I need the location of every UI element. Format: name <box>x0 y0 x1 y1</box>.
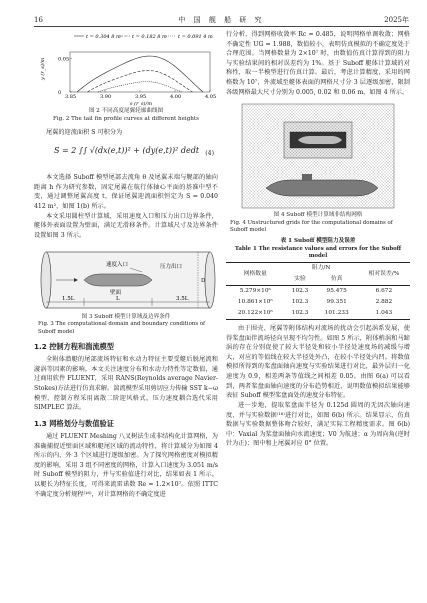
col-header-grid: 网格数量 <box>226 263 285 286</box>
cell-grid: 20.122×10⁶ <box>226 308 285 319</box>
fig3-caption-cn: 图 3 Suboff 模型计算域及边界条件 <box>81 313 171 320</box>
x-axis-label: s (r_s)/m <box>130 101 152 107</box>
plot-frame <box>70 52 210 92</box>
label-inlet: 速度入口 <box>106 261 129 268</box>
x-tick-label: 3.85 <box>65 94 77 100</box>
paragraph: 全附体潜艇的尾部流场特征和水动力特征主要受艇后脱尾流和漩涡等因素的影响。本文关注速度分布和水动力特性等定数值，通过商用软件 FLUENT，采用 RANS(Reynolds average Navier-Stokes)方法进行仿真求解。湍流模型采用剪切应力传输 SST k−ω模型，控制方程采用离散二阶迎风格式，压力速度耦合选代采用 SIMPLEC 算法。 <box>34 356 218 412</box>
x-tick-label: 4.05 <box>205 94 217 100</box>
cell-sim: 95.475 <box>316 286 358 297</box>
table-row <box>226 308 410 319</box>
suboff-model-render <box>266 180 378 196</box>
dim-length: L <box>116 295 120 302</box>
table-row <box>226 286 410 297</box>
x-tick-label: 3.95 <box>135 94 147 100</box>
x-tick-label: 3.90 <box>100 94 112 100</box>
cell-sim: 99.351 <box>326 299 347 306</box>
cell-err: 6.672 <box>358 286 410 297</box>
paragraph: 进一步地，提取桨盘面半径为 0.125d 圆周的无因次轴向速度，并与实验数据⁽¹⁶⁾进行对比，如图 6(b) 所示。结果显示，仿真数据与实验数据整体吻合较好，满足实际工程精度需求。图 6(b) 中：Vaxial 为桨盘面轴向水流速度；V0 为航速；α 为周向角(逆时针为正)；图中和上尾翼对应 0° 位置。 <box>226 401 410 448</box>
running-header <box>34 15 409 27</box>
table-row <box>226 297 410 308</box>
journal-title: 中 国 舰 船 研 究 <box>178 16 265 24</box>
fig2-caption-en: Fig. 2 The tail fin profile curves at different heights <box>52 115 199 122</box>
label-outlet: 压力出口 <box>160 263 183 270</box>
paragraph: 尾翼的迎流面积 S 可积分为 <box>46 128 123 136</box>
unstructured-mesh-image <box>226 100 410 212</box>
paragraph: 行分析，得到网格收敛率 Rc = 0.485，说明网格单调收敛；网格不确定性 UG = 1.988，数值较小，表明仿真模拟的不确定度处于合理范围。当网格数量为 2×10⁷ 时，由数值仿真计算得到的阻力与实验结果间的相对误差约为 1%。基于 Suboff 艇体计算域的对称性，取一半模型进行仿真计算。最后，考虑计算精度，采用的网格数为 10⁷，外流域至艇体表面的网格尺寸分 3 层逐级加密，限制各级网格最大尺寸分别为 0.005, 0.02 和 0.06 m，如图 4 所示。 <box>226 31 410 96</box>
paragraph: 通过 FLUENT Meshing 八叉树法生成非结构化计算网格，为准确捕捉近壁面区域和艇尾区域的流动特性，将计算域分为如图 4 所示的内、外 3 个区域进行逐级加密。为了探究网格密度对模拟精度的影响，采用 3 组不同密度的网格，计算入口速度为 3.051 m/s 时 Suboff 模型的阻力，并与实验值进行对比，结果如表 1 所示。以艇长为特征长度，可得来流雷诺数 Re = 1.2×10⁷。依照 ITTC 不确定度分析规程⁽¹⁶⁾，对计算网格的不确定度进 <box>34 432 218 498</box>
publication-year: 2025年 <box>384 16 409 24</box>
resistance-table <box>226 262 410 320</box>
section-heading-1-3: 1.3 网格划分与数值验证 <box>34 418 114 428</box>
cell-exp: 102.3 <box>291 299 309 306</box>
col-header-error: 相对误差/% <box>358 263 410 286</box>
cell-sim: 101.233 <box>316 308 358 319</box>
dim-downstream: 3.5L <box>176 295 189 302</box>
section-heading-1-2: 1.2 控制方程和湍流模型 <box>34 341 114 351</box>
dim-upstream: 1.5L <box>62 295 75 302</box>
y-tick-label: 0 <box>58 90 62 96</box>
figure-4 <box>226 100 410 212</box>
figure-2 <box>34 30 218 108</box>
equation-4 <box>34 139 218 169</box>
table1-title-en: Table 1 The resistance values and errors for the Suboff model <box>234 245 402 259</box>
col-header-resistance: 阻力/N <box>285 263 358 274</box>
table1-title-cn: 表 1 Suboff 模型阻力及误差 <box>280 237 356 244</box>
equation-body: S = 2 ∫∫ √(dx(e,t))² + (dy(e,t))² dedt <box>54 146 200 156</box>
inlet-face <box>41 252 51 308</box>
fig2-caption-cn: 图 2 不同高度尾翼轮廓曲线图 <box>88 108 164 114</box>
col-header-exp: 实验 <box>294 276 306 283</box>
figure-3 <box>34 244 218 314</box>
y-tick-label: 0.05 <box>58 56 70 63</box>
cell-grid: 5.279×10⁶ <box>226 286 285 297</box>
right-column <box>226 30 410 449</box>
cell-exp: 102.3 <box>285 286 316 297</box>
col-header-sim: 仿真 <box>330 276 343 283</box>
legend-label: t = 0.091 4 m <box>178 34 213 40</box>
paragraph: 本文选择 Suboff 模型尾部去流角 θ 及尾翼末端与艉部的轴向距离 h 作为研究参数，固定尾翼在航行体轴心平面的基准中型不变，通过调整尾翼高度 t，保证尾翼迎流面积恒定为 S = 0.040 412 m²，如图 1(b) 所示。 <box>34 174 218 211</box>
fig3-caption-en: Fig. 3 The computational domain and boundary conditions of Suboff model <box>38 321 206 335</box>
cell-exp: 102.3 <box>285 308 316 319</box>
y-axis-label: y (r_s)/m <box>40 57 46 80</box>
tail-fin-profile-chart <box>34 30 218 108</box>
fig4-caption-cn: 图 4 Suboff 模型计算域非结构网格 <box>273 212 363 219</box>
page-number: 16 <box>34 16 43 24</box>
computational-domain-diagram <box>34 244 218 314</box>
label-wall: 壁面 <box>110 289 122 296</box>
paragraph: 本文采用圆柱型计算域，采用速度入口和压力出口边界条件，艇体外表面设置为壁面，满足无滑移条件。计算域尺寸及边界条件设置如图 3 所示。 <box>34 212 218 239</box>
x-tick-label: 4.00 <box>170 94 182 100</box>
hull-in-mesh <box>298 136 342 144</box>
cell-err: 2.882 <box>375 299 393 306</box>
legend-label: t = 0.182 8 m <box>132 34 167 40</box>
fig4-caption-en: Fig. 4 Unstructured grids for the computational domains of Suboff model <box>230 220 393 234</box>
outlet-face <box>205 252 215 308</box>
equation-number: (4) <box>205 150 214 158</box>
cell-grid: 10.861×10⁶ <box>237 299 273 306</box>
legend-label: t = 0.304 8 m <box>86 34 121 40</box>
submarine-hull <box>84 274 152 286</box>
cell-err: 1.043 <box>358 308 410 319</box>
sail <box>302 174 312 181</box>
paragraph: 由于围壳、尾翼等附体结构对流场的扰动会引起涡系发展，使得桨盘面伴流场径向呈现不均匀性。如图 5 所示，附体梢涡和马蹄涡的存在分别促使了较大半径处和较小半径处速度场的减缓与增大，对应的等值线在较大半径处外凸，在较小半径处内凹。将数值模拟所得到的桨盘面轴向速度与实验结果进行对比，最外层归一化速度为 0.9，相差两条等值线之间相差 0.05。由图 6(a) 可以看到，两者桨盘面轴向速度的分布趋势相近，说明数值模拟结果能够表征 Suboff 模型桨盘面处的速度分布特征。 <box>226 325 410 400</box>
dim-diameter: D <box>201 277 206 284</box>
left-column <box>34 30 218 499</box>
